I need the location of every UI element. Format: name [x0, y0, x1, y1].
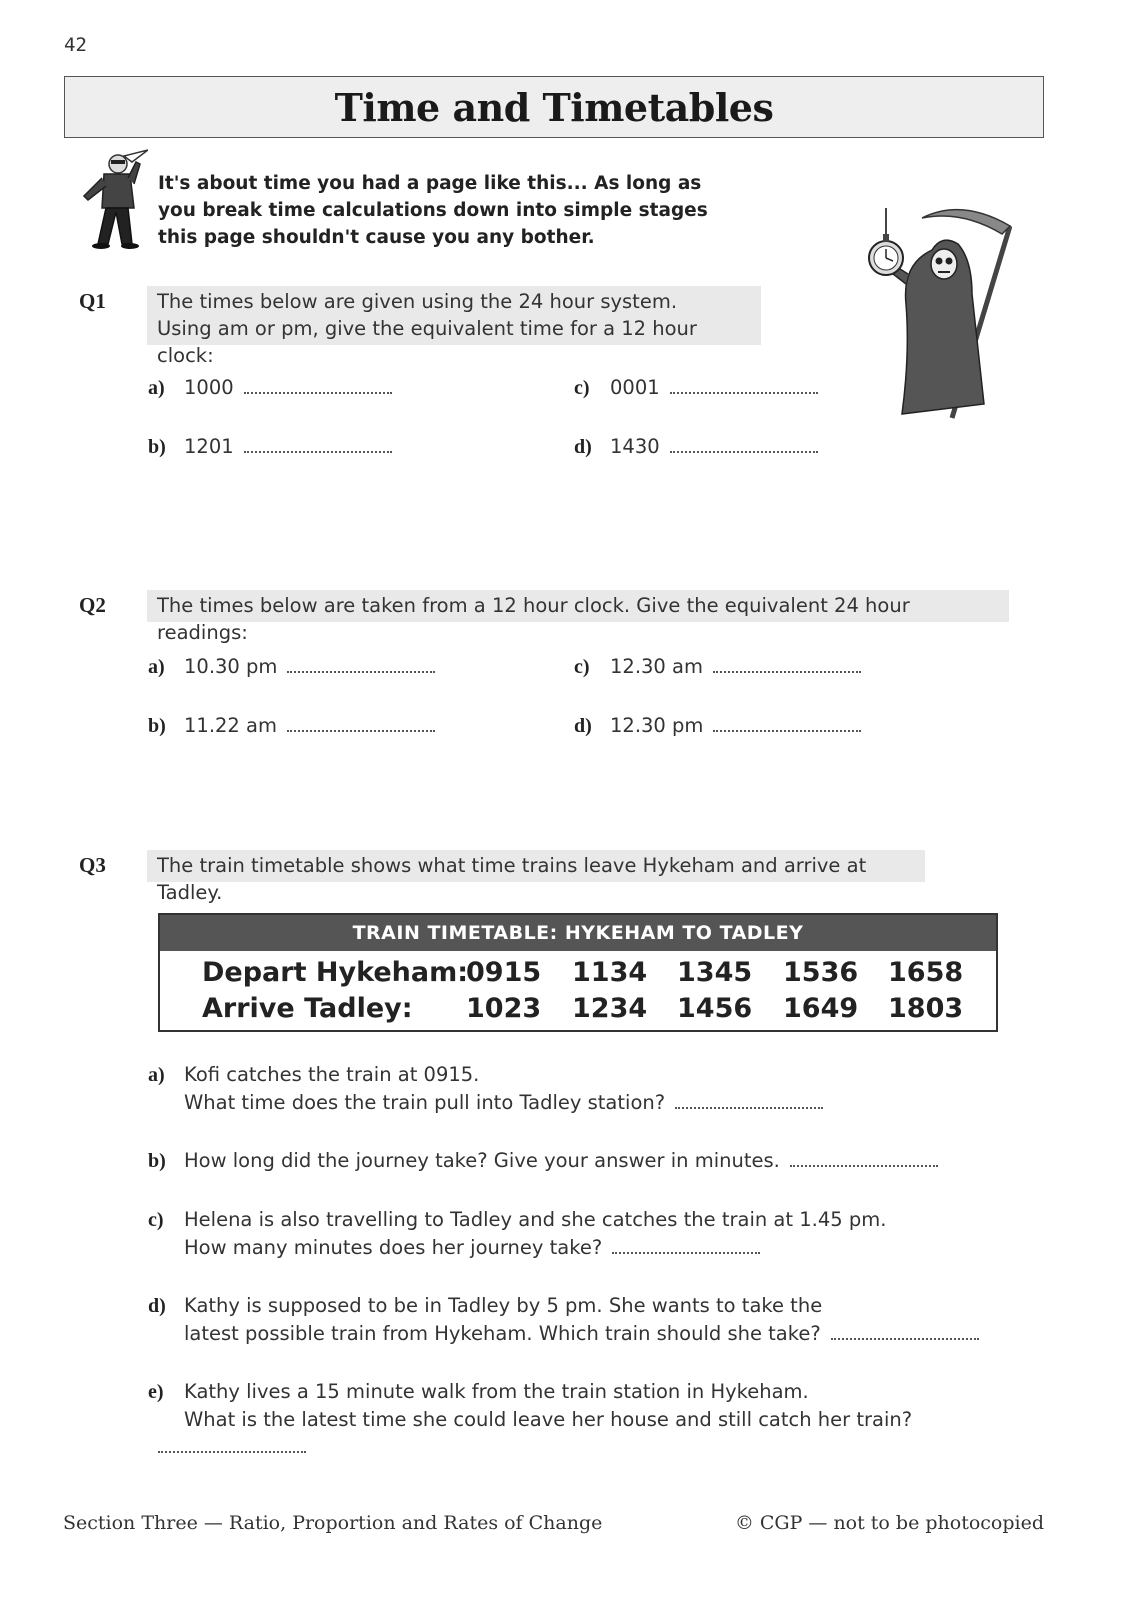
part-value: 12.30 am — [610, 655, 703, 678]
answer-line[interactable] — [713, 712, 861, 732]
arrive-time: 1234 — [572, 993, 648, 1024]
part-letter: b) — [148, 436, 166, 458]
q2-part-d — [574, 712, 861, 738]
depart-time: 1536 — [783, 957, 859, 988]
part-letter: d) — [574, 715, 592, 737]
part-line1: Helena is also travelling to Tadley and she catches the train at 1.45 pm. — [184, 1208, 887, 1231]
part-letter: a) — [148, 1064, 165, 1086]
part-line2: What is the latest time she could leave her house and still catch her train? — [184, 1408, 913, 1431]
intro-text: It's about time you had a page like this... As long as you break time calculations down into simple stages this page shouldn't cause you any bother. — [158, 173, 708, 248]
part-letter: b) — [148, 715, 166, 737]
part-letter: c) — [574, 377, 590, 399]
part-line2: latest possible train from Hykeham. Which train should she take? — [184, 1322, 821, 1345]
q2-part-b — [148, 712, 435, 738]
part-line2: What time does the train pull into Tadley station? — [184, 1091, 666, 1114]
arrive-label: Arrive Tadley: — [202, 993, 413, 1024]
part-letter: c) — [148, 1209, 164, 1231]
q1-part-c — [574, 374, 818, 400]
part-letter: c) — [574, 656, 590, 678]
q3-text: The train timetable shows what time trains leave Hykeham and arrive at Tadley. — [157, 854, 867, 904]
q3-part-d — [148, 1292, 988, 1347]
footer-copyright: © CGP — not to be photocopied — [734, 1512, 1044, 1534]
page-number: 42 — [64, 34, 87, 56]
answer-line[interactable] — [244, 374, 392, 394]
depart-time: 1134 — [572, 957, 648, 988]
q2-label: Q2 — [79, 593, 106, 617]
q3-part-e — [148, 1378, 1068, 1460]
part-letter: e) — [148, 1381, 164, 1403]
arrive-time: 1649 — [783, 993, 859, 1024]
cartoon-man-illustration — [74, 148, 148, 250]
part-letter: d) — [148, 1295, 166, 1317]
answer-line[interactable] — [287, 712, 435, 732]
q2-part-a — [148, 653, 435, 679]
arrive-time: 1023 — [466, 993, 542, 1024]
answer-line[interactable] — [244, 433, 392, 453]
q1-part-a — [148, 374, 392, 400]
page-title: Time and Timetables — [334, 85, 774, 130]
q3-part-b — [148, 1147, 968, 1175]
part-letter: b) — [148, 1150, 166, 1172]
answer-line[interactable] — [675, 1089, 823, 1109]
answer-line[interactable] — [713, 653, 861, 673]
part-letter: d) — [574, 436, 592, 458]
part-letter: a) — [148, 656, 165, 678]
footer-section: Section Three — Ratio, Proportion and Rates of Change — [63, 1512, 603, 1534]
part-line2: How many minutes does her journey take? — [184, 1236, 603, 1259]
q1-question-box — [147, 286, 761, 367]
part-value: 12.30 pm — [610, 714, 704, 737]
answer-line[interactable] — [790, 1147, 938, 1167]
q3-part-c — [148, 1206, 968, 1261]
q3-question-box — [147, 850, 925, 904]
part-value: 1201 — [184, 435, 234, 458]
depart-time: 1658 — [888, 957, 964, 988]
q2-text: The times below are taken from a 12 hour clock. Give the equivalent 24 hour readings: — [157, 594, 910, 644]
q1-part-b — [148, 433, 392, 459]
q1-label: Q1 — [79, 289, 106, 313]
q3-label: Q3 — [79, 853, 106, 877]
arrive-time: 1803 — [888, 993, 964, 1024]
part-line1: How long did the journey take? Give your answer in minutes. — [184, 1149, 780, 1172]
answer-line[interactable] — [831, 1320, 979, 1340]
grim-reaper-illustration — [862, 204, 1012, 420]
q2-part-c — [574, 653, 861, 679]
answer-line[interactable] — [670, 433, 818, 453]
train-timetable — [158, 913, 998, 1032]
part-value: 10.30 pm — [184, 655, 278, 678]
q1-line1: The times below are given using the 24 hour system. — [157, 290, 678, 313]
answer-line[interactable] — [612, 1234, 760, 1254]
part-line1: Kathy lives a 15 minute walk from the train station in Hykeham. — [184, 1380, 809, 1403]
depart-label: Depart Hykeham: — [202, 957, 469, 988]
part-line1: Kathy is supposed to be in Tadley by 5 pm. She wants to take the — [184, 1294, 823, 1317]
part-letter: a) — [148, 377, 165, 399]
part-value: 11.22 am — [184, 714, 277, 737]
answer-line[interactable] — [158, 1433, 306, 1453]
q1-part-d — [574, 433, 818, 459]
title-banner — [64, 76, 1044, 138]
arrive-time: 1456 — [677, 993, 753, 1024]
part-value: 1000 — [184, 376, 234, 399]
answer-line[interactable] — [670, 374, 818, 394]
depart-time: 0915 — [466, 957, 542, 988]
q1-line2: Using am or pm, give the equivalent time for a 12 hour clock: — [157, 317, 697, 367]
answer-line[interactable] — [287, 653, 435, 673]
q2-question-box — [147, 590, 1009, 644]
timetable-heading: TRAIN TIMETABLE: HYKEHAM TO TADLEY — [160, 915, 996, 951]
part-value: 0001 — [610, 376, 660, 399]
depart-time: 1345 — [677, 957, 753, 988]
part-value: 1430 — [610, 435, 660, 458]
q3-part-a — [148, 1061, 948, 1116]
part-line1: Kofi catches the train at 0915. — [184, 1063, 480, 1086]
